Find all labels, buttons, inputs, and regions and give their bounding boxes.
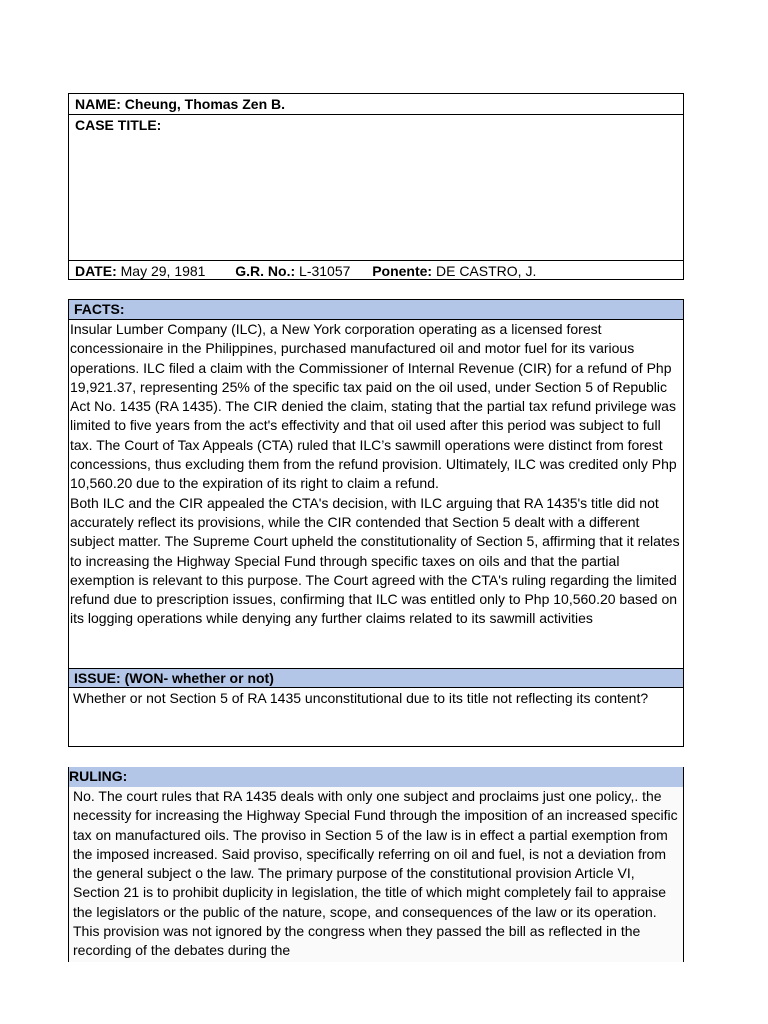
date-label: DATE: [75, 263, 117, 279]
ponente-value: DE CASTRO, J. [435, 263, 537, 279]
date-value: May 29, 1981 [120, 263, 206, 279]
gr-number-label: G.R. No.: [235, 263, 296, 279]
facts-heading: FACTS: [69, 300, 683, 320]
name-value: Cheung, Thomas Zen B. [124, 96, 286, 112]
date-row [69, 260, 683, 281]
ruling-heading: RULING: [68, 767, 684, 787]
name-label: NAME: [75, 96, 121, 112]
facts-paragraph-2: Both ILC and the CIR appealed the CTA's decision, with ILC arguing that RA 1435's title did not accurately reflect its provisions, while the CIR contended that Section 5 dealt with a different subject matter. The Supreme Court upheld the constitutionality of Section 5, affirming that it relates to increasing the Highway Special Fund through specific taxes on oils and that the partial exemption is relevant to this purpose. The Court agreed with the CTA's ruling regarding the limited refund due to prescription issues, confirming that ILC was entitled only to Php 10,560.20 based on its logging operations while denying any further claims related to its sawmill activities [70, 494, 680, 627]
issue-heading: ISSUE: (WON- whether or not) [69, 668, 683, 688]
name-row [69, 94, 683, 115]
ruling-content-box [68, 787, 684, 962]
ponente-label: Ponente: [372, 263, 433, 279]
gr-number-value: L-31057 [299, 263, 351, 279]
issue-content: Whether or not Section 5 of RA 1435 unconstitutional due to its title not reflecting its content? [73, 690, 649, 706]
case-title-row [69, 115, 683, 259]
case-header-table [68, 93, 684, 280]
facts-issue-table [68, 299, 684, 747]
case-title-label: CASE TITLE: [75, 117, 162, 133]
facts-content [69, 320, 683, 668]
ruling-content: No. The court rules that RA 1435 deals with only one subject and proclaims just one policy,. the necessity for increasing the Highway Special Fund through the imposition of an increased specific tax on manufactured oils. The proviso in Section 5 of the law is in effect a partial exemption from the imposed increased. Said proviso, specifically referring on oil and fuel, is not a deviation from the general subject o the law. The primary purpose of the constitutional provision Article VI, Section 21 is to prohibit duplicity in legislation, the title of which might completely fail to appraise the legislators or the public of the nature, scope, and consequences of the law or its operation. This provision was not ignored by the congress when they passed the bill as reflected in the recording of the debates during the [73, 788, 678, 959]
facts-paragraph-1: Insular Lumber Company (ILC), a New York corporation operating as a licensed forest concessionaire in the Philippines, purchased manufactured oil and motor fuel for its various operations. ILC filed a claim with the Commissioner of Internal Revenue (CIR) for a refund of Php 19,921.37, representing 25% of the specific tax paid on the oil used, under Section 5 of Republic Act No. 1435 (RA 1435). The CIR denied the claim, stating that the partial tax refund privilege was limited to five years from the act's effectivity and that oil used after this period was subject to full tax. The Court of Tax Appeals (CTA) ruled that ILC’s sawmill operations were distinct from forest concessions, thus excluding them from the refund provision. Ultimately, ILC was credited only Php 10,560.20 due to the expiration of its right to claim a refund. [70, 321, 677, 492]
